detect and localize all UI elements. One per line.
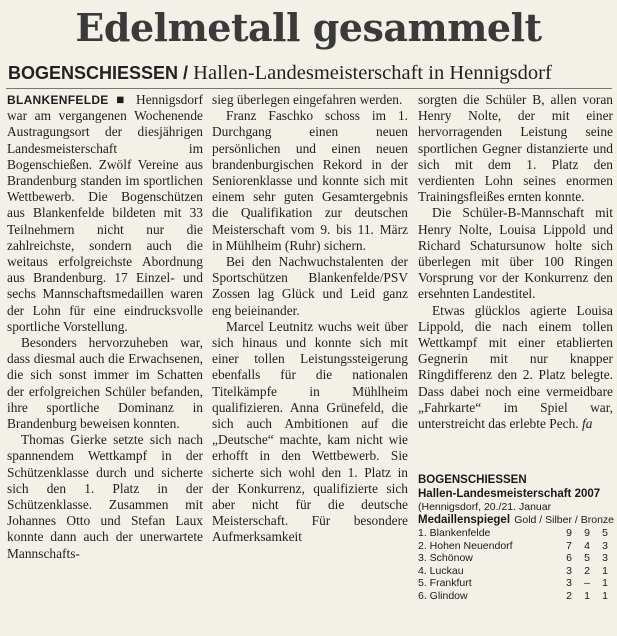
divider (6, 88, 612, 89)
medal-table-title: Medaillenspiegel (418, 514, 511, 526)
paragraph-continued: sieg überlegen eingefahren werden. (212, 92, 403, 107)
table-row (418, 540, 614, 553)
paragraph (7, 92, 203, 335)
article-column-3 (418, 92, 613, 432)
paragraph (418, 303, 613, 433)
gold-count: 7 (566, 539, 572, 552)
medal-table (418, 527, 614, 603)
team-name: 3. Schönow (418, 552, 473, 565)
silver-count: 5 (584, 552, 590, 565)
bronze-count: 1 (602, 577, 608, 590)
team-name: 5. Frankfurt (418, 577, 472, 590)
bronze-count: 3 (602, 552, 608, 565)
silver-count: – (584, 577, 590, 590)
headline: Edelmetall gesammelt (75, 5, 542, 50)
article-column-1 (7, 92, 203, 562)
table-row (418, 552, 614, 565)
subheadline-kicker: BOGENSCHIESSEN / (8, 63, 189, 83)
bronze-count: 3 (602, 539, 608, 552)
paragraph: Besonders hervorzuheben war, dass diesmal auch die Erwachsenen, die sich sonst immer im Schatten der erfolgreichen Schüler befanden, ihre sportliche Dominanz in Brandenburg beweisen konnten. (7, 335, 203, 432)
paragraph: Franz Faschko schoss im 1. Durchgang einen neuen persönlichen und einen neuen brandenburgischen Rekord in der Seniorenklasse und konnte sich mit einem sehr guten Gesamtergebnis die Qualifikation zur deutschen Meisterschaft vom 9. bis 11. März in Mühlheim (Ruhr) sichern. (212, 108, 408, 253)
paragraph: Bei den Nachwuchstalenten der Sportschützen Blankenfelde/PSV Zossen lag Glück und Leid ganz eng beieinander. (212, 254, 408, 318)
silver-count: 4 (584, 539, 590, 552)
gold-count: 2 (566, 589, 572, 602)
team-name: 6. Glindow (418, 589, 468, 602)
bronze-count: 5 (602, 527, 608, 539)
subheadline (8, 60, 613, 86)
author-signature: fa (581, 416, 593, 432)
gold-count: 6 (566, 552, 572, 565)
stats-location: (Hennigsdorf, 20./21. Januar (418, 501, 552, 513)
article-column-2 (212, 92, 408, 546)
gold-count: 3 (566, 577, 572, 590)
silver-count: 2 (584, 564, 590, 577)
paragraph: Marcel Leutnitz wuchs weit über sich hinaus und konnte sich mit einer tollen Leistungssteigerung ebenfalls für die nationalen Titelkämpfe in Mühlheim qualifizieren. Anna Grünefeld, die sich auch Ambitionen auf die „Deutsche“ machte, kam nicht wie erhofft in den Wettbewerb. Sie sicherte sich wohl den 1. Platz in der Konkurrenz, qualifizierte sich aber nicht für die deutsche Meisterschaft. Für besondere Aufmerksamkeit (212, 318, 408, 545)
paragraph: Die Schüler-B-Mannschaft mit Henry Nolte, Louisa Lippold und Richard Schatursunow holte sich überlegen mit über 100 Ringen Vorsprung vor der Konkurrenz den ersehnten Landestitel. (418, 205, 613, 302)
table-row (418, 565, 614, 578)
table-row (418, 590, 614, 603)
stats-sport: BOGENSCHIESSEN (418, 474, 527, 486)
team-name: 1. Blankenfelde (418, 527, 491, 539)
team-name: 2. Hohen Neuendorf (418, 539, 513, 552)
dateline-bullet: ■ (116, 92, 129, 107)
table-row (418, 577, 614, 590)
medal-table-header (418, 514, 614, 527)
paragraph-text: Hennigsdorf war am vergangenen Wochenende Austragungsort der diesjährigen Landesmeisterschaft im Bogenschießen. Zwölf Vereine aus Brandenburg standen im sportlichen Wettbewerb. Die Bogenschützen aus Blankenfelde bildeten mit 33 Teilnehmern nicht nur die zahlreichste, sondern auch die weitaus erfolgreichste Abordnung aus Brandenburg. 17 Einzel- und sechs Mannschaftsmedaillen waren der Lohn für eine eindrucksvolle sportliche Vorstellung. (7, 92, 203, 334)
silver-count: 9 (584, 527, 590, 539)
gold-count: 3 (566, 564, 572, 577)
team-name: 4. Luckau (418, 564, 464, 577)
subheadline-text: Hallen-Landesmeisterschaft in Hennigsdorf (193, 62, 552, 84)
paragraph-continued: sorgten die Schüler B, allen voran Henry Nolte, der mit einer hervorragenden Leistung seine sportlichen Gegner distanzierte und sich mit dem 1. Platz den verdienten Lohn seines enormen Trainingsfleißes ernten konnte. (418, 92, 613, 205)
medal-table-box (418, 474, 614, 603)
gold-count: 9 (566, 527, 572, 539)
silver-count: 1 (584, 589, 590, 602)
bronze-count: 1 (602, 564, 608, 577)
dateline: BLANKENFELDE (7, 93, 109, 107)
table-row (418, 527, 614, 540)
stats-event: Hallen-Landesmeisterschaft 2007 (418, 488, 601, 500)
paragraph-text: Etwas glücklos agierte Louisa Lippold, die nach einem tollen Wettkampf mit einer etablierten Gegnerin mit nur knapper Ringdifferenz den 2. Platz belegte. Dass dabei noch eine vermeidbare „Fahrkarte“ im Spiel war, unterstreicht das erlebte Pech. (418, 302, 613, 432)
paragraph: Thomas Gierke setzte sich nach spannendem Wettkampf in der Schützenklasse durch und sicherte sich den 1. Platz in der Schützenklasse. Zusammen mit Johannes Otto und Stefan Laux konnte dann auch der unerwartete Mannschafts- (7, 432, 203, 561)
medal-columns: Gold / Silber / Bronze (514, 514, 614, 526)
bronze-count: 1 (602, 589, 608, 602)
